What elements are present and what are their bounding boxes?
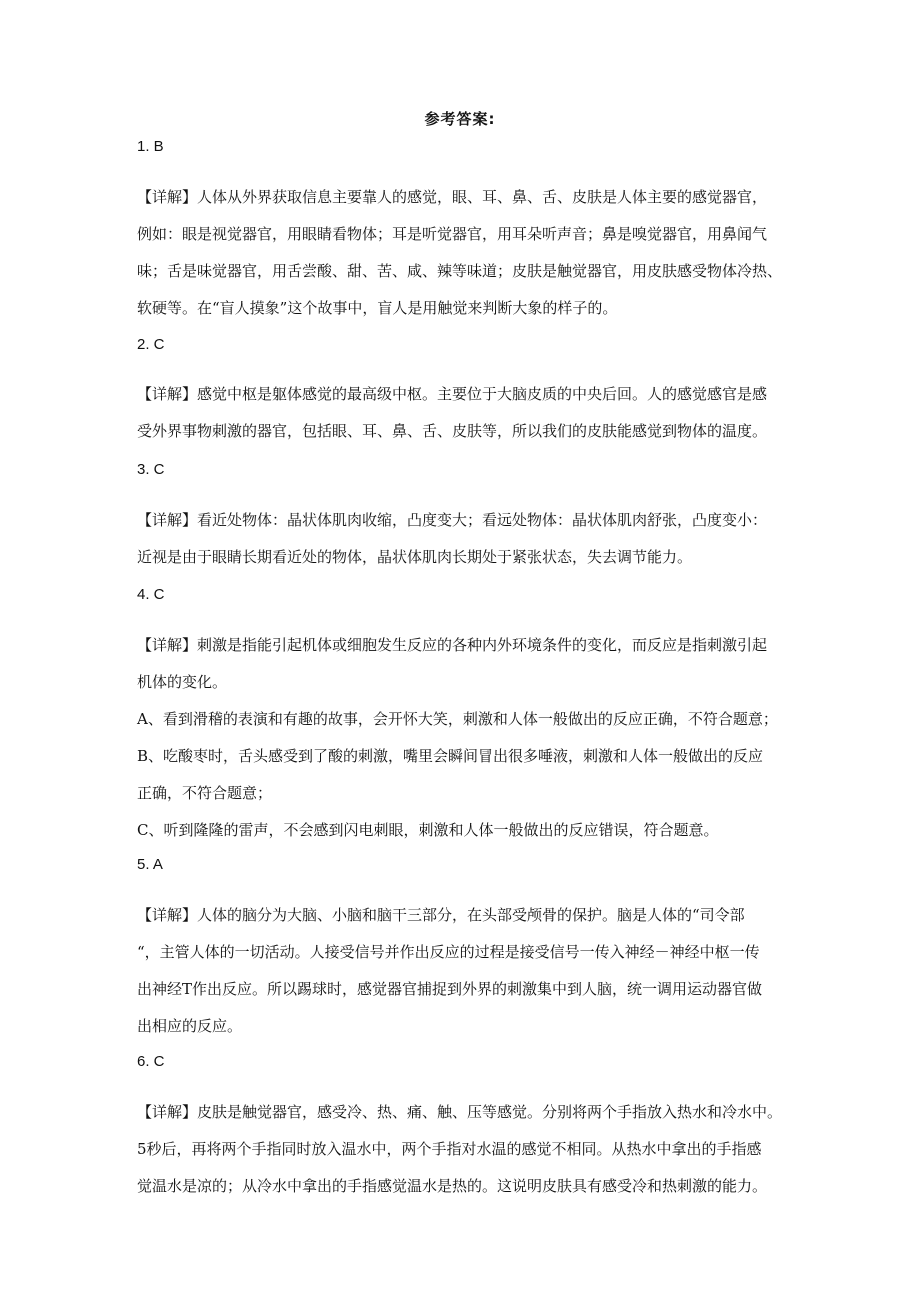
option-c-line: C、听到隆隆的雷声，不会感到闪电刺眼，刺激和人体一般做出的反应错误，符合题意。 <box>137 821 719 839</box>
explanation-line: 【详解】感觉中枢是躯体感觉的最高级中枢。主要位于大脑皮质的中央后回。人的感觉感官是感 <box>137 385 768 403</box>
explanation-line: 5秒后，再将两个手指同时放入温水中，两个手指对水温的感觉不相同。从热水中拿出的手指感 <box>137 1140 762 1158</box>
explanation-line: 例如：眼是视觉器官，用眼睛看物体；耳是听觉器官，用耳朵听声音；鼻是嗅觉器官，用鼻闻气 <box>137 225 768 243</box>
explanation-line: 出相应的反应。 <box>137 1017 243 1035</box>
answer-number-5: 5. A <box>137 856 163 873</box>
explanation-line: 机体的变化。 <box>137 673 228 691</box>
answer-explanation-2 <box>137 376 799 450</box>
answer-explanation-6 <box>137 1094 799 1205</box>
answer-number-2: 2. C <box>137 336 165 353</box>
option-b-line: B、吃酸枣时，舌头感受到了酸的刺激，嘴里会瞬间冒出很多唾液，刺激和人体一般做出的反应 <box>137 747 764 765</box>
answer-explanation-5 <box>137 897 799 1045</box>
answer-number-4: 4. C <box>137 586 165 603</box>
explanation-line: 【详解】人体从外界获取信息主要靠人的感觉，眼、耳、鼻、舌、皮肤是人体主要的感觉器官， <box>137 188 768 206</box>
explanation-line: 觉温水是凉的；从冷水中拿出的手指感觉温水是热的。这说明皮肤具有感受冷和热刺激的能力。 <box>137 1177 768 1195</box>
answer-number-6: 6. C <box>137 1053 165 1070</box>
answer-number-3: 3. C <box>137 461 165 478</box>
explanation-line: 正确，不符合题意； <box>137 784 273 802</box>
explanation-line: 出神经T作出反应。所以踢球时，感觉器官捕捉到外界的刺激集中到人脑，统一调用运动器官做 <box>137 980 763 998</box>
explanation-line: 近视是由于眼睛长期看近处的物体，晶状体肌肉长期处于紧张状态，失去调节能力。 <box>137 548 693 566</box>
explanation-line: 【详解】人体的脑分为大脑、小脑和脑干三部分，在头部受颅骨的保护。脑是人体的“司令部 <box>137 906 745 924</box>
explanation-line: 味；舌是味觉器官，用舌尝酸、甜、苦、咸、辣等味道；皮肤是触觉器官，用皮肤感受物体冷热、 <box>137 262 783 280</box>
page-title: 参考答案: <box>424 110 496 128</box>
answer-explanation-1 <box>137 179 799 327</box>
explanation-line: 【详解】看近处物体：晶状体肌肉收缩，凸度变大；看远处物体：晶状体肌肉舒张，凸度变小： <box>137 511 768 529</box>
explanation-line: 软硬等。在“盲人摸象”这个故事中，盲人是用触觉来判断大象的样子的。 <box>137 299 618 317</box>
answer-explanation-3 <box>137 502 799 576</box>
explanation-line: 受外界事物刺激的器官，包括眼、耳、鼻、舌、皮肤等，所以我们的皮肤能感觉到物体的温度。 <box>137 422 768 440</box>
explanation-line: 【详解】皮肤是触觉器官，感受冷、热、痛、触、压等感觉。分别将两个手指放入热水和冷水中。 <box>137 1103 783 1121</box>
explanation-line: “，主管人体的一切活动。人接受信号并作出反应的过程是接受信号一传入神经－神经中枢一传 <box>137 943 760 961</box>
option-a-line: A、看到滑稽的表演和有趣的故事，会开怀大笑，刺激和人体一般做出的反应正确，不符合题意； <box>137 710 778 728</box>
answer-number-1: 1. B <box>137 138 164 155</box>
explanation-line: 【详解】刺激是指能引起机体或细胞发生反应的各种内外环境条件的变化，而反应是指刺激引起 <box>137 636 768 654</box>
answer-explanation-4 <box>137 627 799 849</box>
